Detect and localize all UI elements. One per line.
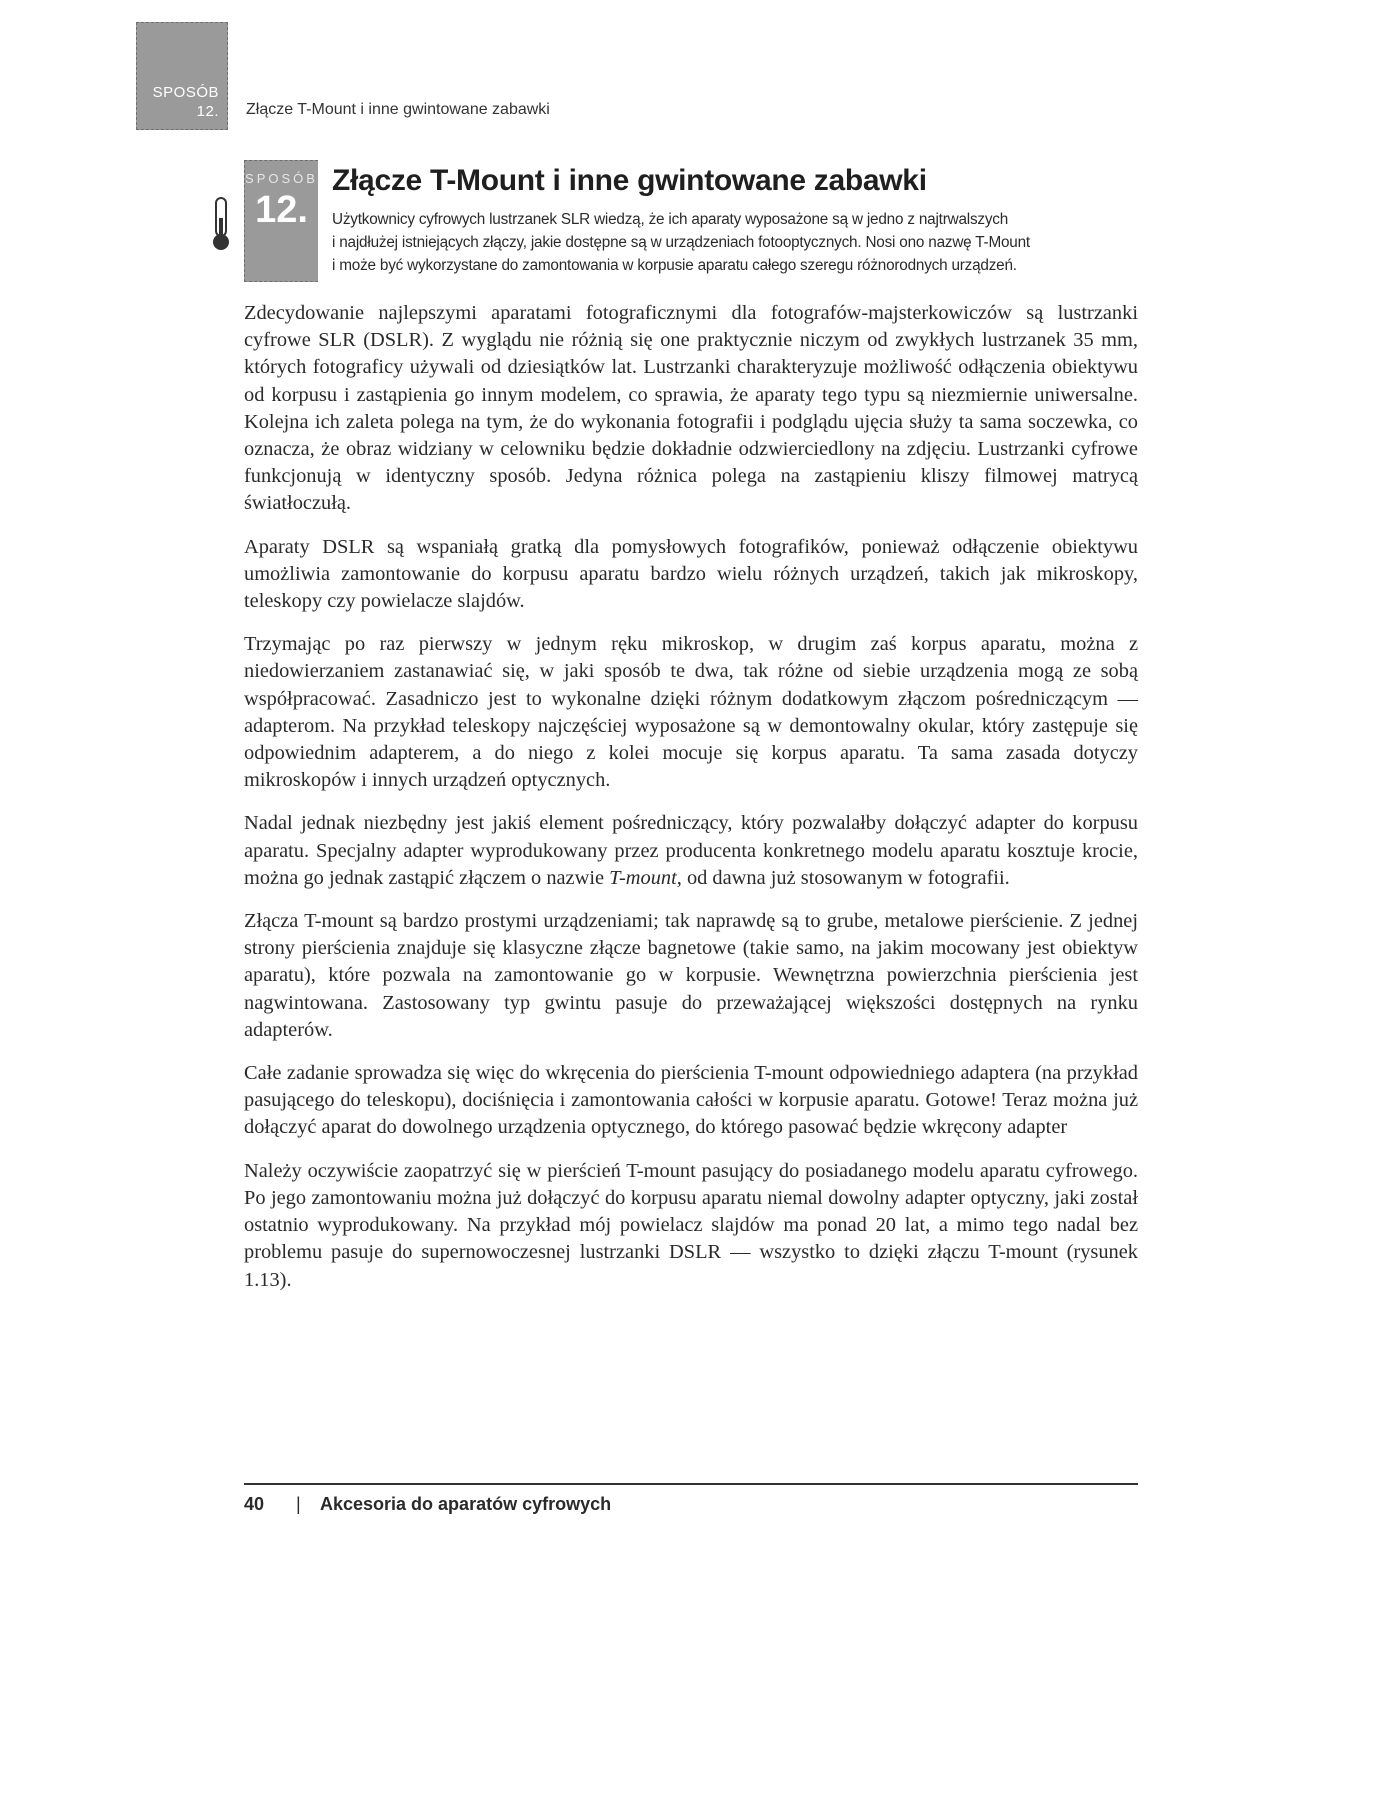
chapter-tab-label xyxy=(153,83,219,121)
section-intro xyxy=(332,208,1102,277)
section-title: Złącze T-Mount i inne gwintowane zabawki xyxy=(332,164,927,197)
section-badge xyxy=(244,160,318,282)
body-text-run: , od dawna już stosowanym w fotografii. xyxy=(676,866,1010,889)
chapter-tab xyxy=(136,22,228,130)
body-paragraph: Trzymając po raz pierwszy w jednym ręku mikroskop, w drugim zaś korpus aparatu, można z niedowierzaniem zastanawiać się, w jaki sposób te dwa, tak różne od siebie urządzenia mogą ze sobą współpracować. Zasadniczo jest to wykonalne dzięki różnym dodatkowym złączom pośredniczącym — adapterom. Na przykład teleskopy najczęściej wyposażone są w demontowalny okular, który zastępuje się odpowiednim adapterem, a do niego z kolei mocuje się korpus aparatu. Ta sama zasada dotyczy mikroskopów i innych urządzeń optycznych. xyxy=(244,633,1138,792)
chapter-tab-word: SPOSÓB xyxy=(152,84,219,101)
footer-separator: | xyxy=(296,1494,301,1514)
body-paragraph: Całe zadanie sprowadza się więc do wkręcenia do pierścienia T-mount odpowiedniego adaptera (na przykład pasującego do teleskopu), dociśnięcia i zamontowania całości w korpusie aparatu. Gotowe! Teraz można już dołączyć aparat do dowolnego urządzenia optycznego, do którego pasować będzie wkręcony adapter xyxy=(244,1062,1138,1139)
chapter-tab-number: 12. xyxy=(196,103,219,120)
section-badge-number: 12. xyxy=(255,189,308,231)
intro-line: i najdłużej istniejących złączy, jakie dostępne są w urządzeniach fotooptycznych. Nosi ono nazwę T-Mount xyxy=(332,234,1030,251)
body-paragraph: Złącza T-mount są bardzo prostymi urządzeniami; tak naprawdę są to grube, metalowe pierścienie. Z jednej strony pierścienia znajduje się klasyczne złącze bagnetowe (takie samo, na jakim mocowany jest obiektyw aparatu), które pozwala na zamontowanie go w korpusie. Wewnętrzna powierzchnia pierścienia jest nagwintowana. Zastosowany typ gwintu pasuje do przeważającej większości dostępnych na rynku adapterów. xyxy=(244,910,1138,1041)
body-paragraph: Aparaty DSLR są wspaniałą gratką dla pomysłowych fotografików, ponieważ odłączenie obiektywu umożliwia zamontowanie do korpusu aparatu bardzo wielu różnych urządzeń, takich jak mikroskopy, teleskopy czy powielacze slajdów. xyxy=(244,535,1138,613)
intro-line: Użytkownicy cyfrowych lustrzanek SLR wiedzą, że ich aparaty wyposażone są w jedno z najtrwalszych xyxy=(332,211,1009,228)
thermometer-icon xyxy=(208,196,234,252)
body-text xyxy=(244,300,1138,1310)
term-t-mount: T-mount xyxy=(609,866,677,889)
book-title: Akcesoria do aparatów cyfrowych xyxy=(320,1494,612,1514)
page-number: 40 xyxy=(244,1494,265,1514)
body-paragraph xyxy=(244,810,1138,892)
section-badge-word: SPOSÓB xyxy=(245,171,318,186)
body-text-run: Nadal jednak niezbędny jest jakiś element pośredniczący, który pozwalałby dołączyć adapter do korpusu aparatu. Specjalny adapter wyprodukowany przez producenta konkretnego modelu aparatu kosztuje krocie, można go jednak zastąpić złączem o nazwie xyxy=(244,812,1138,889)
body-paragraph: Zdecydowanie najlepszymi aparatami fotograficznymi dla fotografów-majsterkowiczów są lustrzanki cyfrowe SLR (DSLR). Z wyglądu nie różnią się one praktycznie niczym od zwykłych lustrzanek 35 mm, których fotograficy używali od dziesiątków lat. Lustrzanki charakteryzuje możliwość odłączenia obiektywu od korpusu i zastąpienia go innym modelem, co sprawia, że aparaty tego typu są niezmiernie uniwersalne. Kolejna ich zaleta polega na tym, że do wykonania fotografii i podglądu ujęcia służy ta sama soczewka, co oznacza, że obraz widziany w celowniku będzie dokładnie odzwierciedlony na zdjęciu. Lustrzanki cyfrowe funkcjonują w identyczny sposób. Jedyna różnica polega na zastąpieniu kliszy filmowej matrycą światłoczułą. xyxy=(244,302,1138,515)
footer-divider xyxy=(244,1483,1138,1485)
body-paragraph: Należy oczywiście zaopatrzyć się w pierścień T-mount pasujący do posiadanego modelu aparatu cyfrowego. Po jego zamontowaniu można już dołączyć do korpusu aparatu niemal dowolny adapter optyczny, jaki został ostatnio wyprodukowany. Na przykład mój powielacz slajdów ma ponad 20 lat, a mimo tego nadal bez problemu pasuje do supernowoczesnej lustrzanki DSLR — wszystko to dzięki złączu T-mount (rysunek 1.13). xyxy=(244,1159,1138,1291)
running-header-title: Złącze T-Mount i inne gwintowane zabawki xyxy=(246,101,550,118)
intro-line: i może być wykorzystane do zamontowania w korpusie aparatu całego szeregu różnorodnych urządzeń. xyxy=(332,257,1017,274)
